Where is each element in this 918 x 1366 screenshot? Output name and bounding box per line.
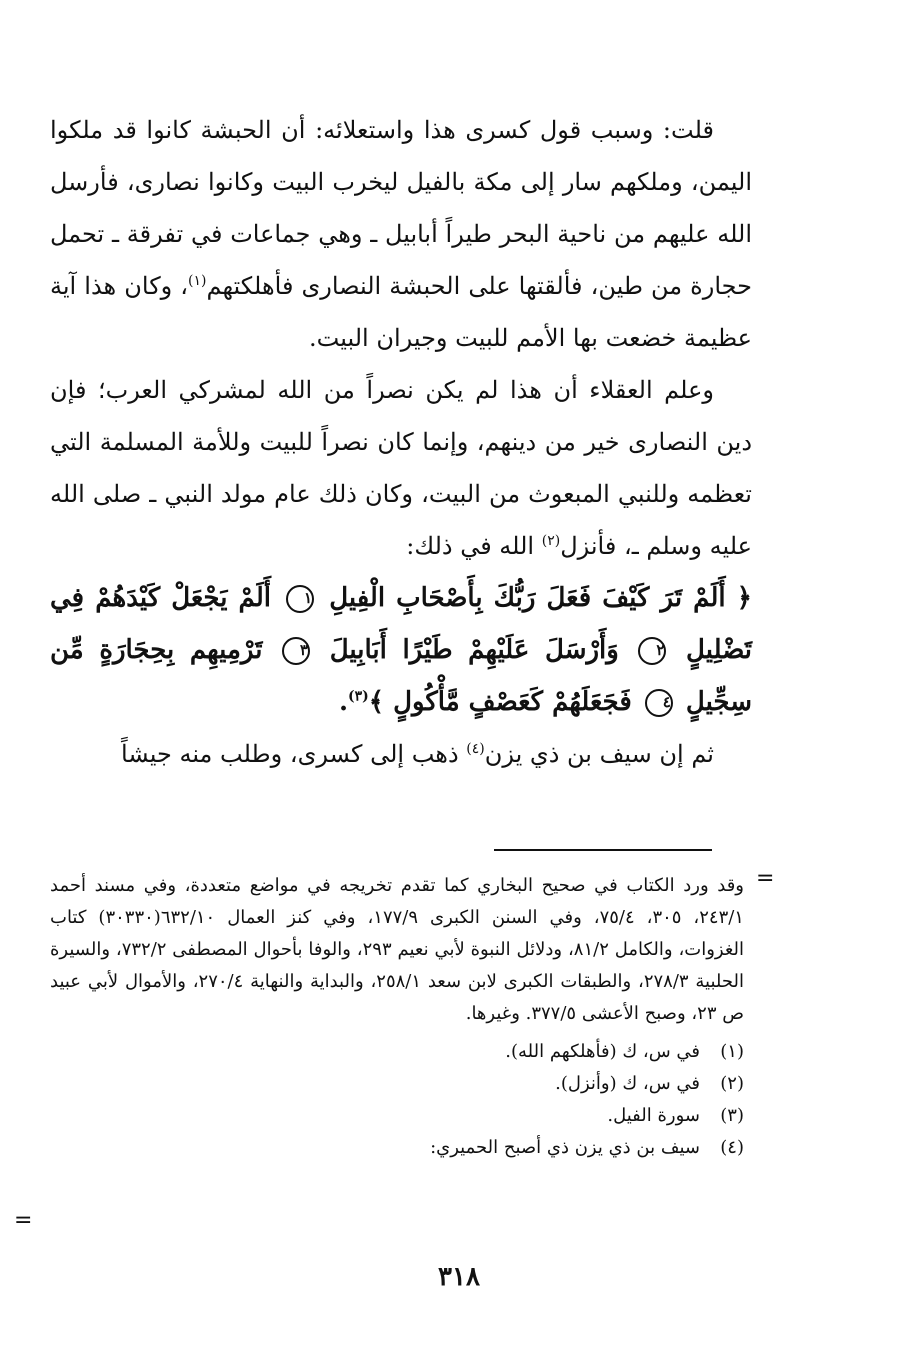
footnote-item	[50, 1068, 744, 1100]
footnote-text: في س، ك (وأنزل).	[555, 1073, 700, 1094]
footnote-number: (٣)	[720, 1105, 744, 1126]
ayah-number-1: ١	[286, 585, 314, 613]
paragraph-1	[50, 104, 752, 364]
paragraph-2-text: وعلم العقلاء أن هذا لم يكن نصراً من الله لمشركي العرب؛ فإن دين النصارى خير من دينهم، وإنما كان نصراً للبيت وللأمة المسلمة التي تعظمه وللنبي المبعوث من البيت، وكان ذلك عام مولد النبي ـ صلى الله عليه وسلم ـ، فأنزل	[50, 376, 753, 560]
paragraph-3	[50, 728, 752, 780]
footnote-item	[50, 1036, 744, 1068]
quran-end: .	[338, 687, 348, 717]
footnote-ref-2[interactable]: (٢)	[541, 533, 561, 549]
verse-2: أَلَمْ يَجْعَلْ كَيْدَهُمْ فِي تَضْلِيلٍ	[50, 583, 752, 665]
paragraph-2-end: الله في ذلك:	[406, 532, 542, 560]
paragraph-3-end: ذهب إلى كسرى، وطلب منه جيشاً	[121, 740, 467, 768]
footnote-ref-4[interactable]: (٤)	[466, 741, 485, 757]
footnote-ref-1[interactable]: (١)	[188, 273, 207, 289]
footnote-list	[50, 1036, 744, 1164]
footnote-text: سيف بن ذي يزن ذي أصبح الحميري:	[430, 1137, 700, 1158]
footnote-text: في س، ك (فأهلكهم الله).	[505, 1041, 700, 1062]
footnotes	[50, 870, 744, 1164]
paragraph-1-end: ، وكان هذا آية عظيمة خضعت بها الأمم للبيت وجيران البيت.	[50, 272, 752, 352]
footnote-text: سورة الفيل.	[607, 1105, 700, 1126]
footnote-continued-text: وقد ورد الكتاب في صحيح البخاري كما تقدم تخريجه في مواضع متعددة، وفي مسند أحمد ٢٤٣/١، ٣٠٥، ٧٥/٤، وفي السنن الكبرى ١٧٧/٩، وفي كنز العمال ٦٣٢/١٠(٣٠٣٣٠) كتاب الغزوات، والكامل ٨١/٢، ودلائل النبوة لأبي نعيم ٢٩٣، والوفا بأحوال المصطفى ٧٣٢/٢، والسيرة الحلبية ٢٧٨/٣، والطبقات الكبرى لابن سعد ٢٥٨/١، والبداية والنهاية ٢٧٠/٤، والأموال لأبي عبيد ص ٢٣، وصبح الأعشى ٣٧٧/٥. وغيرها.	[50, 875, 745, 1024]
footnote-number: (١)	[720, 1041, 744, 1062]
footnote-continues-mark: =	[14, 1208, 33, 1233]
ayah-number-3: ٣	[282, 637, 310, 665]
ayah-number-2: ٢	[638, 637, 666, 665]
paragraph-2	[50, 364, 752, 572]
verse-1: أَلَمْ تَرَ كَيْفَ فَعَلَ رَبُّكَ بِأَصْحَابِ الْفِيلِ	[329, 583, 726, 613]
footnote-separator	[494, 849, 712, 851]
paragraph-3-text: ثم إن سيف بن ذي يزن	[484, 740, 714, 768]
quran-close-bracket: ﴾	[368, 687, 385, 717]
footnote-item	[50, 1132, 744, 1164]
ayah-number-4: ٤	[645, 689, 673, 717]
footnote-ref-3[interactable]: (٣)	[348, 688, 369, 705]
page-number: ٣١٨	[438, 1262, 480, 1292]
footnote-continued-mark: =	[756, 866, 775, 891]
verse-5: فَجَعَلَهُمْ كَعَصْفٍ مَّأْكُولٍ	[393, 687, 632, 717]
quran-verses	[50, 572, 752, 728]
verse-4: تَرْمِيهِم بِحِجَارَةٍ مِّن سِجِّيلٍ	[50, 635, 752, 717]
verse-3: وَأَرْسَلَ عَلَيْهِمْ طَيْرًا أَبَابِيلَ	[329, 635, 619, 665]
paragraph-1-text: قلت: وسبب قول كسرى هذا واستعلائه: أن الحبشة كانوا قد ملكوا اليمن، وملكهم سار إلى مكة بالفيل ليخرب البيت وكانوا نصارى، فأرسل الله عليهم من ناحية البحر طيراً أبابيل ـ وهي جماعات في تفرقة ـ تحمل حجارة من طين، فألقتها على الحبشة النصارى فأهلكتهم	[50, 116, 752, 300]
footnote-number: (٤)	[720, 1137, 744, 1158]
quran-open-bracket: ﴿	[736, 583, 752, 613]
footnote-item	[50, 1100, 744, 1132]
footnote-number: (٢)	[720, 1073, 744, 1094]
main-text	[50, 104, 752, 780]
